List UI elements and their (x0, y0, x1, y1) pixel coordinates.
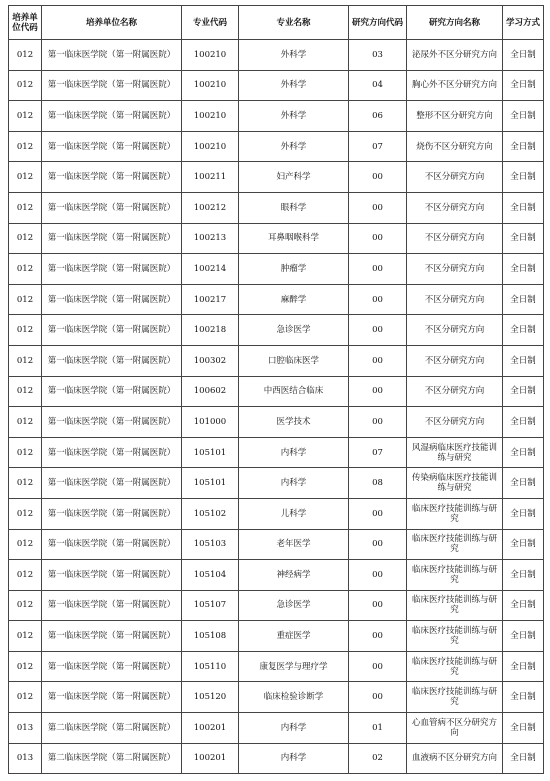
cell-unit-code: 012 (9, 407, 42, 438)
cell-study-mode: 全日制 (503, 529, 544, 560)
cell-major-code: 105103 (182, 529, 239, 560)
cell-unit-name: 第一临床医学院（第一附属医院） (42, 376, 182, 407)
cell-major-name: 急诊医学 (239, 590, 349, 621)
cell-study-mode: 全日制 (503, 468, 544, 499)
table-row (9, 468, 544, 499)
cell-study-mode: 全日制 (503, 131, 544, 162)
table-row (9, 192, 544, 223)
cell-direction-name: 不区分研究方向 (407, 223, 503, 254)
cell-major-name: 急诊医学 (239, 315, 349, 346)
cell-direction-code: 00 (349, 529, 407, 560)
table-row (9, 40, 544, 71)
cell-major-code: 100210 (182, 40, 239, 71)
cell-major-code: 105120 (182, 682, 239, 713)
cell-study-mode: 全日制 (503, 743, 544, 774)
cell-unit-name: 第一临床医学院（第一附属医院） (42, 284, 182, 315)
header-direction-code: 研究方向代码 (349, 6, 407, 40)
table-row (9, 162, 544, 193)
cell-direction-code: 00 (349, 284, 407, 315)
cell-major-code: 105107 (182, 590, 239, 621)
cell-study-mode: 全日制 (503, 254, 544, 285)
cell-major-code: 100201 (182, 713, 239, 744)
table-row (9, 101, 544, 132)
cell-study-mode: 全日制 (503, 621, 544, 652)
table-row (9, 529, 544, 560)
cell-direction-code: 06 (349, 101, 407, 132)
cell-major-name: 重症医学 (239, 621, 349, 652)
cell-unit-name: 第一临床医学院（第一附属医院） (42, 468, 182, 499)
table-row (9, 131, 544, 162)
cell-direction-name: 临床医疗技能训练与研究 (407, 498, 503, 529)
cell-unit-code: 012 (9, 468, 42, 499)
cell-direction-name: 烧伤不区分研究方向 (407, 131, 503, 162)
cell-major-name: 儿科学 (239, 498, 349, 529)
table-row (9, 682, 544, 713)
cell-study-mode: 全日制 (503, 498, 544, 529)
cell-unit-name: 第二临床医学院（第二附属医院） (42, 713, 182, 744)
cell-direction-code: 00 (349, 682, 407, 713)
cell-unit-name: 第一临床医学院（第一附属医院） (42, 70, 182, 101)
cell-study-mode: 全日制 (503, 70, 544, 101)
cell-study-mode: 全日制 (503, 40, 544, 71)
cell-major-name: 外科学 (239, 40, 349, 71)
cell-unit-name: 第一临床医学院（第一附属医院） (42, 101, 182, 132)
table-row (9, 743, 544, 774)
cell-direction-code: 03 (349, 40, 407, 71)
cell-unit-name: 第一临床医学院（第一附属医院） (42, 254, 182, 285)
cell-study-mode: 全日制 (503, 437, 544, 468)
cell-direction-name: 不区分研究方向 (407, 254, 503, 285)
cell-direction-code: 07 (349, 131, 407, 162)
cell-unit-name: 第一临床医学院（第一附属医院） (42, 498, 182, 529)
cell-major-name: 临床检验诊断学 (239, 682, 349, 713)
cell-direction-name: 风湿病临床医疗技能训练与研究 (407, 437, 503, 468)
cell-unit-code: 012 (9, 590, 42, 621)
header-direction-name: 研究方向名称 (407, 6, 503, 40)
cell-unit-code: 012 (9, 560, 42, 591)
cell-major-code: 100217 (182, 284, 239, 315)
cell-unit-name: 第一临床医学院（第一附属医院） (42, 529, 182, 560)
header-unit-name: 培养单位名称 (42, 6, 182, 40)
cell-unit-code: 012 (9, 131, 42, 162)
cell-direction-code: 00 (349, 315, 407, 346)
cell-major-code: 105104 (182, 560, 239, 591)
cell-direction-code: 00 (349, 192, 407, 223)
cell-direction-name: 不区分研究方向 (407, 192, 503, 223)
cell-major-name: 耳鼻咽喉科学 (239, 223, 349, 254)
cell-study-mode: 全日制 (503, 560, 544, 591)
cell-study-mode: 全日制 (503, 315, 544, 346)
cell-direction-name: 临床医疗技能训练与研究 (407, 529, 503, 560)
table-row (9, 407, 544, 438)
table-row (9, 345, 544, 376)
cell-major-code: 105108 (182, 621, 239, 652)
cell-direction-code: 01 (349, 713, 407, 744)
cell-major-name: 内科学 (239, 468, 349, 499)
table-row (9, 70, 544, 101)
table-row (9, 315, 544, 346)
cell-direction-name: 临床医疗技能训练与研究 (407, 682, 503, 713)
cell-major-name: 口腔临床医学 (239, 345, 349, 376)
cell-direction-code: 00 (349, 498, 407, 529)
cell-direction-name: 不区分研究方向 (407, 376, 503, 407)
cell-unit-code: 012 (9, 345, 42, 376)
table-row (9, 223, 544, 254)
table-row (9, 651, 544, 682)
cell-major-code: 100213 (182, 223, 239, 254)
cell-unit-name: 第一临床医学院（第一附属医院） (42, 223, 182, 254)
cell-unit-code: 012 (9, 682, 42, 713)
cell-major-code: 100201 (182, 743, 239, 774)
cell-direction-name: 传染病临床医疗技能训练与研究 (407, 468, 503, 499)
header-major-code: 专业代码 (182, 6, 239, 40)
cell-major-code: 100214 (182, 254, 239, 285)
cell-major-name: 中西医结合临床 (239, 376, 349, 407)
cell-unit-name: 第二临床医学院（第二附属医院） (42, 743, 182, 774)
table-row (9, 437, 544, 468)
cell-unit-name: 第一临床医学院（第一附属医院） (42, 682, 182, 713)
cell-unit-name: 第一临床医学院（第一附属医院） (42, 131, 182, 162)
cell-major-name: 老年医学 (239, 529, 349, 560)
cell-unit-code: 012 (9, 284, 42, 315)
cell-major-name: 内科学 (239, 437, 349, 468)
cell-direction-code: 04 (349, 70, 407, 101)
cell-direction-code: 02 (349, 743, 407, 774)
cell-direction-name: 临床医疗技能训练与研究 (407, 651, 503, 682)
cell-direction-code: 00 (349, 407, 407, 438)
cell-study-mode: 全日制 (503, 192, 544, 223)
cell-direction-code: 00 (349, 345, 407, 376)
cell-unit-name: 第一临床医学院（第一附属医院） (42, 560, 182, 591)
table-row (9, 590, 544, 621)
cell-direction-code: 00 (349, 651, 407, 682)
cell-major-code: 100210 (182, 101, 239, 132)
header-study-mode: 学习方式 (503, 6, 544, 40)
table-row (9, 376, 544, 407)
cell-unit-code: 012 (9, 529, 42, 560)
cell-direction-code: 00 (349, 621, 407, 652)
cell-unit-code: 012 (9, 254, 42, 285)
cell-major-name: 神经病学 (239, 560, 349, 591)
cell-major-name: 外科学 (239, 70, 349, 101)
table-row (9, 713, 544, 744)
cell-direction-code: 07 (349, 437, 407, 468)
cell-unit-name: 第一临床医学院（第一附属医院） (42, 315, 182, 346)
cell-unit-code: 012 (9, 621, 42, 652)
cell-unit-name: 第一临床医学院（第一附属医院） (42, 651, 182, 682)
cell-major-code: 105101 (182, 437, 239, 468)
cell-unit-code: 012 (9, 101, 42, 132)
cell-major-code: 100212 (182, 192, 239, 223)
cell-direction-name: 临床医疗技能训练与研究 (407, 560, 503, 591)
cell-study-mode: 全日制 (503, 713, 544, 744)
cell-major-name: 妇产科学 (239, 162, 349, 193)
cell-major-name: 外科学 (239, 101, 349, 132)
cell-unit-name: 第一临床医学院（第一附属医院） (42, 345, 182, 376)
table-row (9, 560, 544, 591)
cell-unit-code: 012 (9, 162, 42, 193)
cell-study-mode: 全日制 (503, 223, 544, 254)
cell-major-name: 肿瘤学 (239, 254, 349, 285)
cell-unit-code: 012 (9, 223, 42, 254)
cell-unit-name: 第一临床医学院（第一附属医院） (42, 192, 182, 223)
cell-direction-name: 不区分研究方向 (407, 407, 503, 438)
cell-major-name: 外科学 (239, 131, 349, 162)
program-table (8, 5, 544, 774)
cell-major-name: 医学技术 (239, 407, 349, 438)
table-body (9, 40, 544, 774)
cell-unit-name: 第一临床医学院（第一附属医院） (42, 437, 182, 468)
cell-unit-code: 012 (9, 651, 42, 682)
cell-study-mode: 全日制 (503, 345, 544, 376)
cell-study-mode: 全日制 (503, 651, 544, 682)
cell-direction-name: 不区分研究方向 (407, 162, 503, 193)
cell-major-name: 内科学 (239, 743, 349, 774)
header-row (9, 6, 544, 40)
cell-direction-code: 00 (349, 376, 407, 407)
cell-unit-code: 012 (9, 315, 42, 346)
cell-unit-code: 012 (9, 498, 42, 529)
cell-unit-name: 第一临床医学院（第一附属医院） (42, 40, 182, 71)
cell-direction-code: 00 (349, 223, 407, 254)
cell-major-code: 101000 (182, 407, 239, 438)
cell-direction-name: 不区分研究方向 (407, 315, 503, 346)
cell-unit-name: 第一临床医学院（第一附属医院） (42, 407, 182, 438)
cell-direction-name: 整形不区分研究方向 (407, 101, 503, 132)
cell-major-name: 眼科学 (239, 192, 349, 223)
cell-study-mode: 全日制 (503, 162, 544, 193)
cell-unit-name: 第一临床医学院（第一附属医院） (42, 621, 182, 652)
table-row (9, 621, 544, 652)
cell-major-code: 100302 (182, 345, 239, 376)
table-row (9, 254, 544, 285)
cell-major-code: 105110 (182, 651, 239, 682)
cell-unit-name: 第一临床医学院（第一附属医院） (42, 162, 182, 193)
cell-direction-name: 临床医疗技能训练与研究 (407, 621, 503, 652)
cell-direction-name: 血液病不区分研究方向 (407, 743, 503, 774)
cell-direction-code: 00 (349, 590, 407, 621)
cell-major-code: 100218 (182, 315, 239, 346)
cell-major-name: 康复医学与理疗学 (239, 651, 349, 682)
cell-direction-code: 00 (349, 162, 407, 193)
cell-major-name: 麻醉学 (239, 284, 349, 315)
cell-unit-code: 012 (9, 70, 42, 101)
cell-unit-code: 012 (9, 192, 42, 223)
cell-unit-code: 013 (9, 713, 42, 744)
cell-unit-code: 012 (9, 376, 42, 407)
table-row (9, 498, 544, 529)
cell-study-mode: 全日制 (503, 376, 544, 407)
cell-unit-code: 013 (9, 743, 42, 774)
header-major-name: 专业名称 (239, 6, 349, 40)
cell-study-mode: 全日制 (503, 101, 544, 132)
cell-study-mode: 全日制 (503, 407, 544, 438)
cell-direction-code: 08 (349, 468, 407, 499)
cell-major-name: 内科学 (239, 713, 349, 744)
cell-unit-name: 第一临床医学院（第一附属医院） (42, 590, 182, 621)
cell-study-mode: 全日制 (503, 682, 544, 713)
cell-unit-code: 012 (9, 437, 42, 468)
cell-direction-name: 临床医疗技能训练与研究 (407, 590, 503, 621)
cell-direction-name: 不区分研究方向 (407, 284, 503, 315)
cell-direction-code: 00 (349, 254, 407, 285)
cell-study-mode: 全日制 (503, 284, 544, 315)
cell-major-code: 105102 (182, 498, 239, 529)
cell-direction-name: 胸心外不区分研究方向 (407, 70, 503, 101)
cell-major-code: 100210 (182, 70, 239, 101)
cell-direction-name: 泌尿外不区分研究方向 (407, 40, 503, 71)
cell-direction-name: 不区分研究方向 (407, 345, 503, 376)
cell-direction-name: 心血管病不区分研究方向 (407, 713, 503, 744)
cell-unit-code: 012 (9, 40, 42, 71)
table-row (9, 284, 544, 315)
header-unit-code: 培养单位代码 (9, 6, 42, 40)
cell-major-code: 100211 (182, 162, 239, 193)
cell-direction-code: 00 (349, 560, 407, 591)
cell-study-mode: 全日制 (503, 590, 544, 621)
cell-major-code: 100602 (182, 376, 239, 407)
cell-major-code: 100210 (182, 131, 239, 162)
cell-major-code: 105101 (182, 468, 239, 499)
